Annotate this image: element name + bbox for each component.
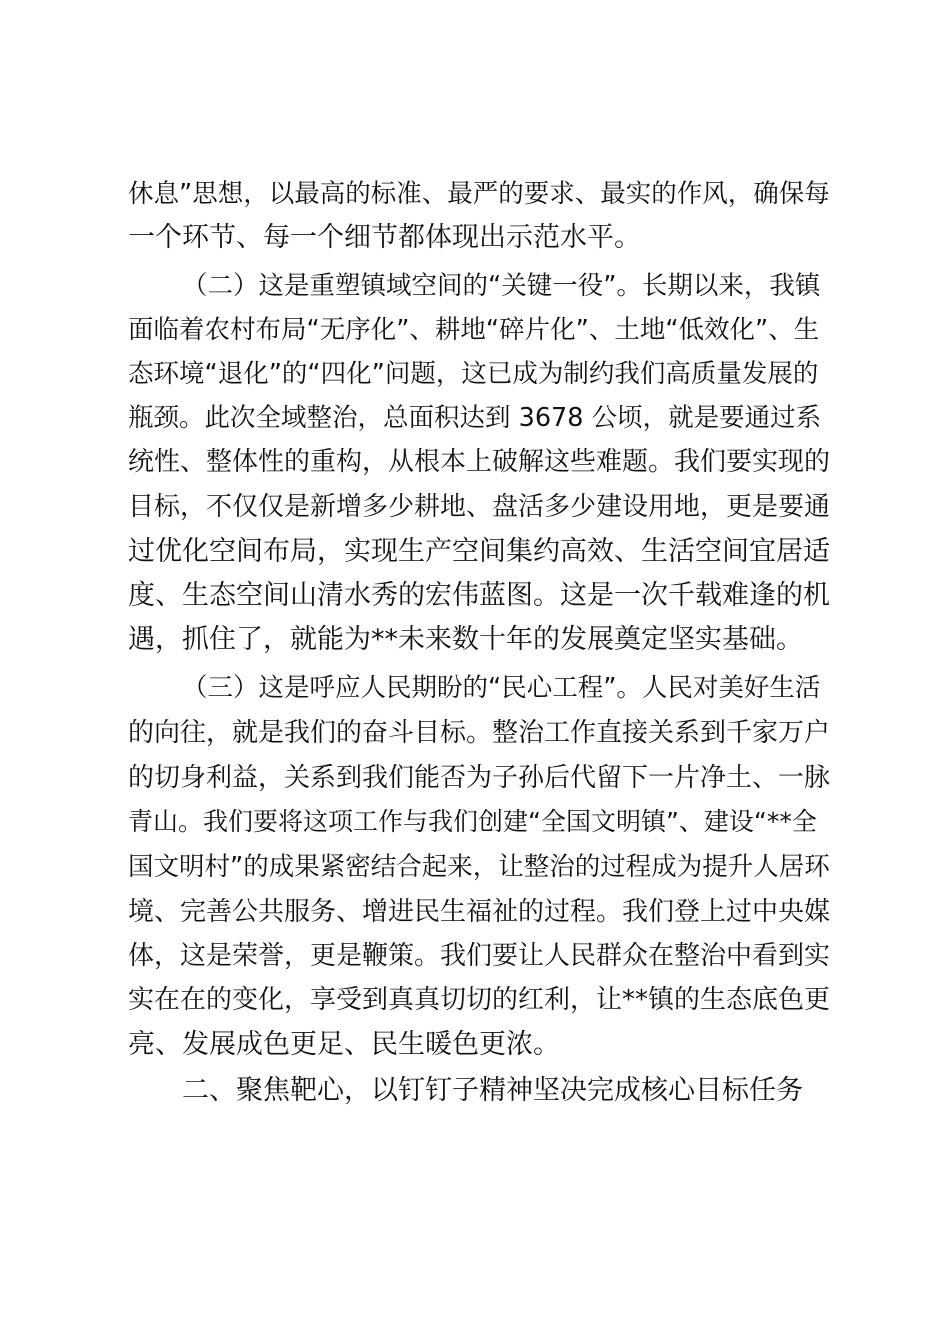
body-text-line: 青山。我们要将这项工作与我们创建“全国文明镇”、建设“**全 (128, 807, 817, 836)
body-text-line: 度、生态空间山清水秀的宏伟蓝图。这是一次千载难逢的机 (128, 580, 830, 611)
body-text-line: 亮、发展成色更足、民生暖色更浓。 (128, 1029, 560, 1060)
paragraph-start-line: （二）这是重塑镇域空间的“关键一役”。长期以来，我镇 (182, 271, 821, 301)
body-text-line: 统性、整体性的重构，从根本上破解这些难题。我们要实现的 (128, 447, 831, 477)
body-text-line: 过优化空间布局，实现生产空间集约高效、生活空间宜居适 (128, 536, 830, 567)
body-text-line: 的向往，就是我们的奋斗目标。整治工作直接关系到千家万户 (128, 718, 831, 748)
body-text-line: 实在在的变化，享受到真真切切的红利，让**镇的生态底色更 (128, 985, 831, 1015)
body-text-line: 境、完善公共服务、增进民生福祉的过程。我们登上过中央媒 (128, 897, 831, 927)
body-text-line: 体，这是荣誉，更是鞭策。我们要让人民群众在整治中看到实 (128, 941, 831, 971)
section-heading: 二、聚焦靶心，以钉钉子精神坚决完成核心目标任务 (182, 1075, 803, 1106)
body-text-line: 一个环节、每一个细节都体现出示范水平。 (128, 222, 641, 253)
body-text-line: 态环境“退化”的“四化”问题，这已成为制约我们高质量发展的 (128, 359, 819, 389)
body-text-line: 的切身利益，关系到我们能否为子孙后代留下一片净土、一脉 (128, 763, 831, 793)
body-text-line: 瓶颈。此次全域整治，总面积达到 3678 公顷，就是要通过系 (128, 403, 822, 433)
body-text-line: 面临着农村布局“无序化”、耕地“碎片化”、土地“低效化”、生 (128, 315, 820, 345)
body-text-line: 目标，不仅仅是新增多少耕地、盘活多少建设用地，更是要通 (128, 492, 831, 522)
body-text-line: 遇，抓住了，就能为**未来数十年的发展奠定坚实基础。 (128, 624, 803, 655)
paragraph-start-line: （三）这是呼应人民期盼的“民心工程”。人民对美好生活 (182, 673, 821, 703)
body-text-line: 休息”思想，以最高的标准、最严的要求、最实的作风，确保每 (128, 179, 830, 209)
body-text-line: 国文明村”的成果紧密结合起来，让整治的过程成为提升人居环 (128, 852, 830, 882)
